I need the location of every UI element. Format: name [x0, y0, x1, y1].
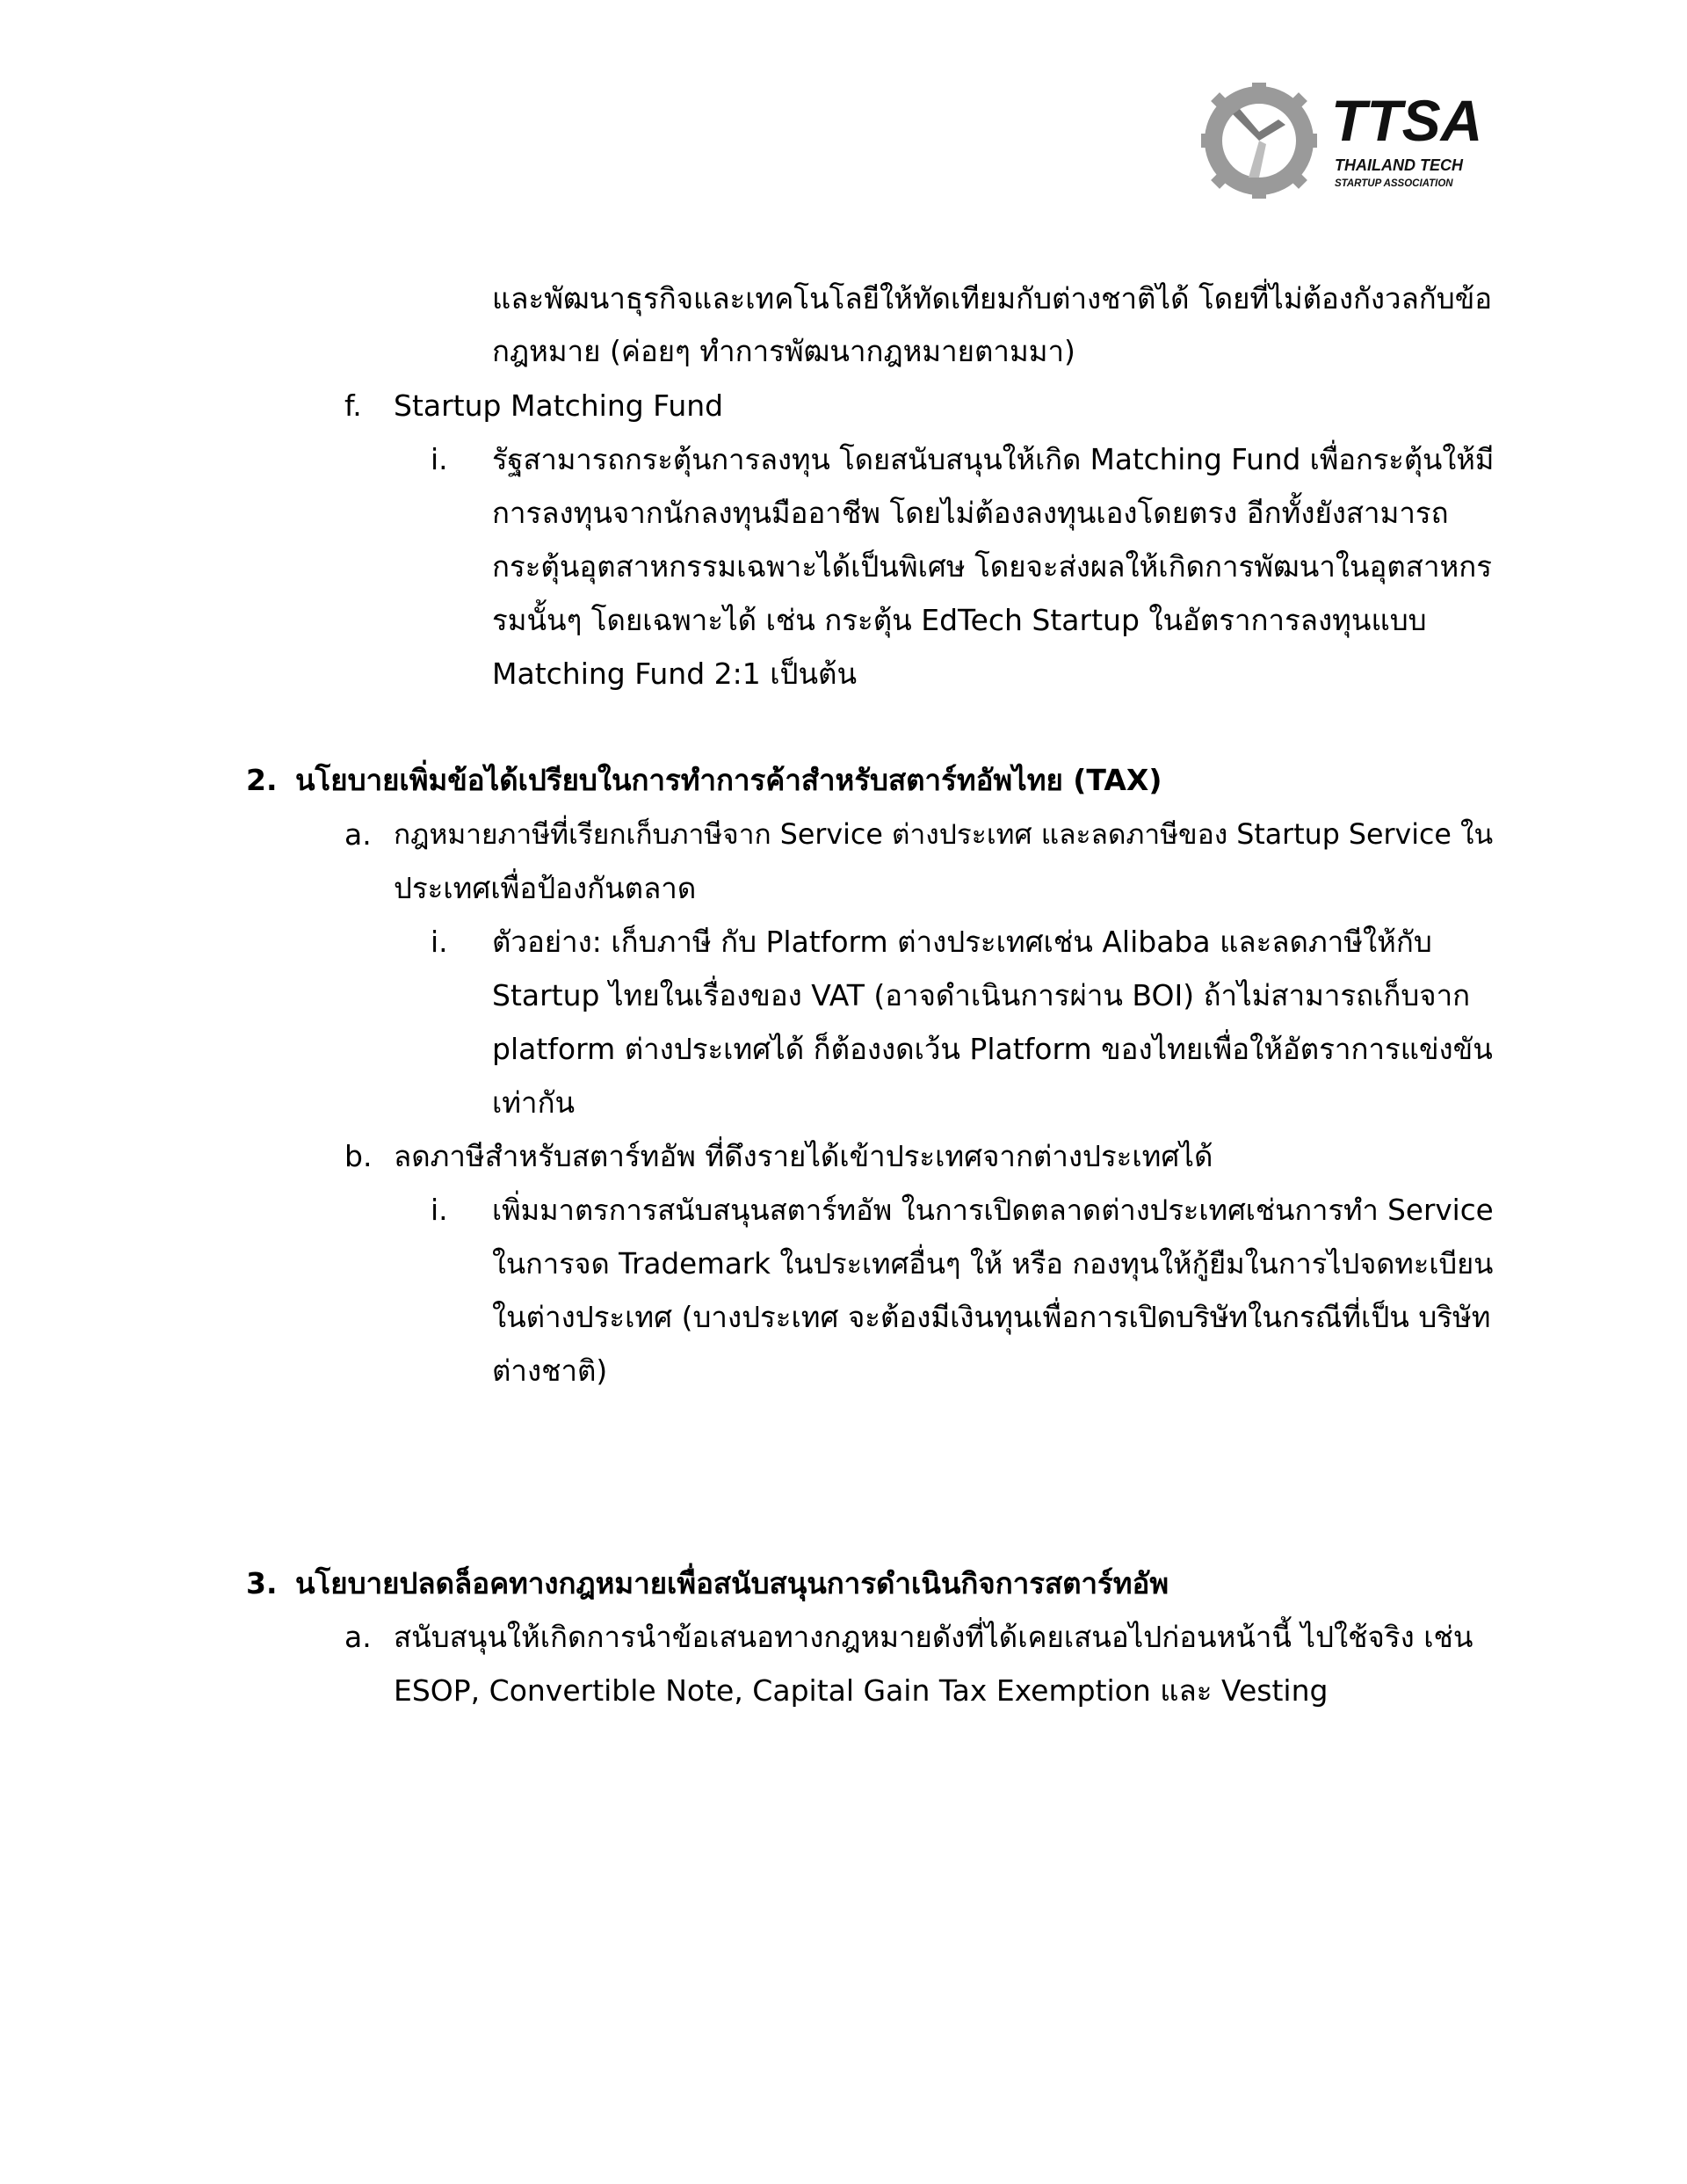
continuation-line: และพัฒนาธุรกิจและเทคโนโลยีให้ทัดเทียมกับต่างชาติได้ โดยที่ไม่ต้องกังวลกับข้อ [492, 281, 1493, 316]
section-2-b-sub-line: ในการจด Trademark ในประเทศอื่นๆ ให้ หรือ กองทุนให้กู้ยืมในการไปจดทะเบียน [492, 1247, 1494, 1281]
section-2-a-marker: a. [344, 817, 372, 852]
logo-name: TTSA [1331, 88, 1483, 153]
continuation-line: กฎหมาย (ค่อยๆ ทำการพัฒนากฎหมายตามมา) [492, 334, 1075, 368]
item-f-sub-line: Matching Fund 2:1 เป็นต้น [492, 657, 858, 691]
section-2-a-line: กฎหมายภาษีที่เรียกเก็บภาษีจาก Service ต่างประเทศ และลดภาษีของ Startup Service ใน [394, 819, 1494, 851]
section-3-marker: 3. [246, 1566, 278, 1600]
section-2-b-sub-marker: i. [431, 1193, 448, 1227]
section-2-a-line: ประเทศเพื่อป้องกันตลาด [394, 871, 697, 905]
section-2-a-sub-marker: i. [431, 925, 448, 959]
section-2-a-sub-line: ตัวอย่าง: เก็บภาษี กับ Platform ต่างประเทศเช่น Alibaba และลดภาษีให้กับ [492, 925, 1432, 959]
section-2-b-marker: b. [344, 1139, 373, 1173]
section-3-a-line: สนับสนุนให้เกิดการนำข้อเสนอทางกฎหมายดังที่ได้เคยเสนอไปก่อนหน้านี้ ไปใช้จริง เช่น [394, 1620, 1473, 1654]
section-2-b-line: ลดภาษีสำหรับสตาร์ทอัพ ที่ดึงรายได้เข้าประเทศจากต่างประเทศได้ [394, 1139, 1213, 1173]
section-2-a-sub-line: เท่ากัน [492, 1085, 576, 1120]
item-f-sub-line: กระตุ้นอุตสาหกรรมเฉพาะได้เป็นพิเศษ โดยจะส่งผลให้เกิดการพัฒนาในอุตสาหกร [492, 549, 1492, 584]
section-3-a-line: ESOP, Convertible Note, Capital Gain Tax Exemption และ Vesting [394, 1673, 1329, 1708]
section-2-b-sub-line: ต่างชาติ) [492, 1353, 608, 1388]
section-2-b-sub-line: ในต่างประเทศ (บางประเทศ จะต้องมีเงินทุนเพื่อการเปิดบริษัทในกรณีที่เป็น บริษัท [492, 1300, 1491, 1334]
section-3-a-marker: a. [344, 1620, 372, 1654]
item-f-sub-line: การลงทุนจากนักลงทุนมืออาชีพ โดยไม่ต้องลงทุนเองโดยตรง อีกทั้งยังสามารถ [492, 496, 1449, 530]
item-f-title: Startup Matching Fund [394, 388, 724, 423]
section-2-marker: 2. [246, 763, 278, 797]
section-2-a-sub-line: Startup ไทยในเรื่องของ VAT (อาจดำเนินการผ่าน BOI) ถ้าไม่สามารถเก็บจาก [492, 978, 1471, 1012]
section-2-a-sub-line: platform ต่างประเทศได้ ก็ต้องงดเว้น Platform ของไทยเพื่อให้อัตราการแข่งขัน [492, 1032, 1493, 1066]
section-2-b-sub-line: เพิ่มมาตรการสนับสนุนสตาร์ทอัพ ในการเปิดตลาดต่างประเทศเช่นการทำ Service [492, 1194, 1494, 1227]
item-f-sub-line: รัฐสามารถกระตุ้นการลงทุน โดยสนับสนุนให้เกิด Matching Fund เพื่อกระตุ้นให้มี [492, 443, 1495, 476]
logo-line2: STARTUP ASSOCIATION [1335, 178, 1453, 189]
item-f-marker: f. [344, 388, 362, 423]
section-2-title: นโยบายเพิ่มข้อได้เปรียบในการทำการค้าสำหรับสตาร์ทอัพไทย (TAX) [295, 763, 1162, 797]
item-f-sub-marker: i. [431, 442, 448, 476]
section-3-title: นโยบายปลดล็อคทางกฎหมายเพื่อสนับสนุนการดำเนินกิจการสตาร์ทอัพ [295, 1566, 1169, 1600]
item-f-sub-line: รมนั้นๆ โดยเฉพาะได้ เช่น กระตุ้น EdTech Startup ในอัตราการลงทุนแบบ [492, 603, 1427, 637]
logo-line1: THAILAND TECH [1335, 156, 1463, 174]
